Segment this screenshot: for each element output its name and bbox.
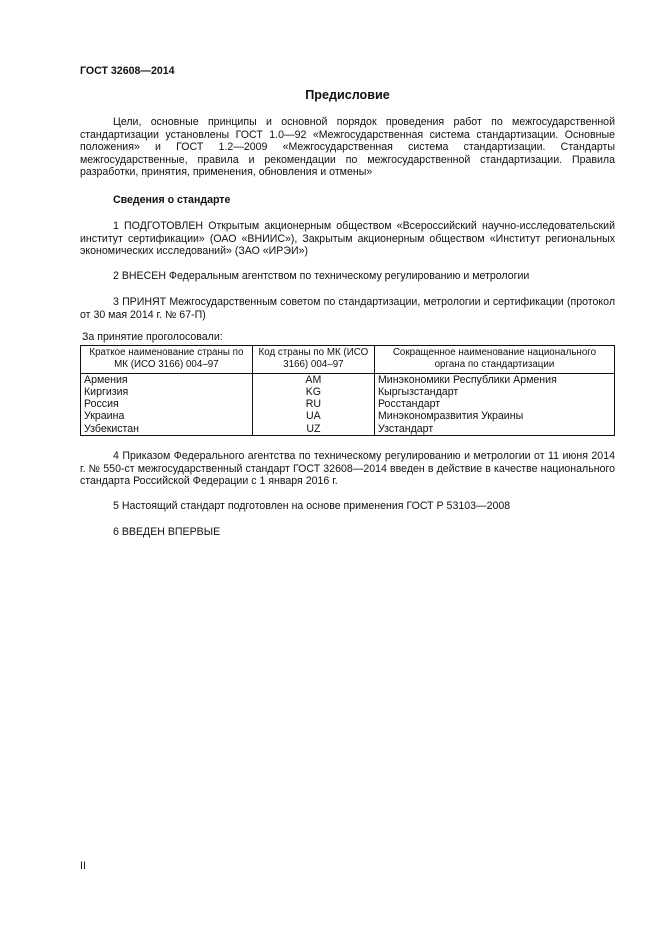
- page-title: Предисловие: [305, 88, 390, 102]
- table-row: [81, 398, 615, 410]
- body-cell: Минэкономики Республики Армения: [374, 373, 614, 386]
- header-country: Краткое наименование страны по МК (ИСО 3166) 004–97: [81, 346, 253, 374]
- table-row: [81, 386, 615, 398]
- country-cell: Узбекистан: [81, 423, 253, 436]
- code-cell: UA: [252, 410, 374, 422]
- table-row: [81, 410, 615, 422]
- section-title: Сведения о стандарте: [113, 194, 231, 206]
- country-cell: Россия: [81, 398, 253, 410]
- table-row: [81, 423, 615, 436]
- body-cell: Минэкономразвития Украины: [374, 410, 614, 422]
- code-cell: AM: [252, 373, 374, 386]
- item-4-paragraph: 4 Приказом Федерального агентства по техническому регулированию и метрологии от 11 июня 2014 г. № 550-ст межгосударственный стандарт ГОСТ 32608—2014 введен в действие в качестве национального стандарта Российской Федерации с 1 января 2016 г.: [80, 450, 615, 488]
- table-row: [81, 373, 615, 386]
- code-cell: KG: [252, 386, 374, 398]
- code-cell: RU: [252, 398, 374, 410]
- page-number: II: [80, 860, 86, 872]
- body-cell: Кыргызстандарт: [374, 386, 614, 398]
- document-code: ГОСТ 32608—2014: [80, 65, 175, 77]
- country-cell: Армения: [81, 373, 253, 386]
- body-cell: Узстандарт: [374, 423, 614, 436]
- intro-paragraph: Цели, основные принципы и основной порядок проведения работ по межгосударственной стандартизации установлены ГОСТ 1.0—92 «Межгосударственная система стандартизации. Основные положения» и ГОСТ 1.2—2009 «Межгосударственная система стандартизации. Стандарты межгосударственные, правила и рекомендации по межгосударственной стандартизации. Правила разработки, принятия, применения, обновления и отмены»: [80, 116, 615, 179]
- body-cell: Росстандарт: [374, 398, 614, 410]
- item-2-paragraph: 2 ВНЕСЕН Федеральным агентством по техническому регулированию и метрологии: [113, 270, 530, 282]
- code-cell: UZ: [252, 423, 374, 436]
- item-5-paragraph: 5 Настоящий стандарт подготовлен на основе применения ГОСТ Р 53103—2008: [113, 500, 511, 512]
- country-cell: Киргизия: [81, 386, 253, 398]
- header-code: Код страны по МК (ИСО 3166) 004–97: [252, 346, 374, 374]
- item-1-paragraph: 1 ПОДГОТОВЛЕН Открытым акционерным обществом «Всероссийский научно-исследовательский институт сертификации» (ОАО «ВНИИС»), Закрытым акционерным обществом «Институт региональных экономических исследований» (ЗАО «ИРЭИ»): [80, 220, 615, 258]
- country-cell: Украина: [81, 410, 253, 422]
- votes-table: [80, 345, 615, 436]
- item-6-paragraph: 6 ВВЕДЕН ВПЕРВЫЕ: [113, 526, 221, 538]
- header-body: Сокращенное наименование национального органа по стандартизации: [374, 346, 614, 374]
- item-3-paragraph: 3 ПРИНЯТ Межгосударственным советом по стандартизации, метрологии и сертификации (протокол от 30 мая 2014 г. № 67-П): [80, 296, 615, 321]
- votes-label: За принятие проголосовали:: [82, 331, 223, 343]
- table-header-row: [81, 346, 615, 374]
